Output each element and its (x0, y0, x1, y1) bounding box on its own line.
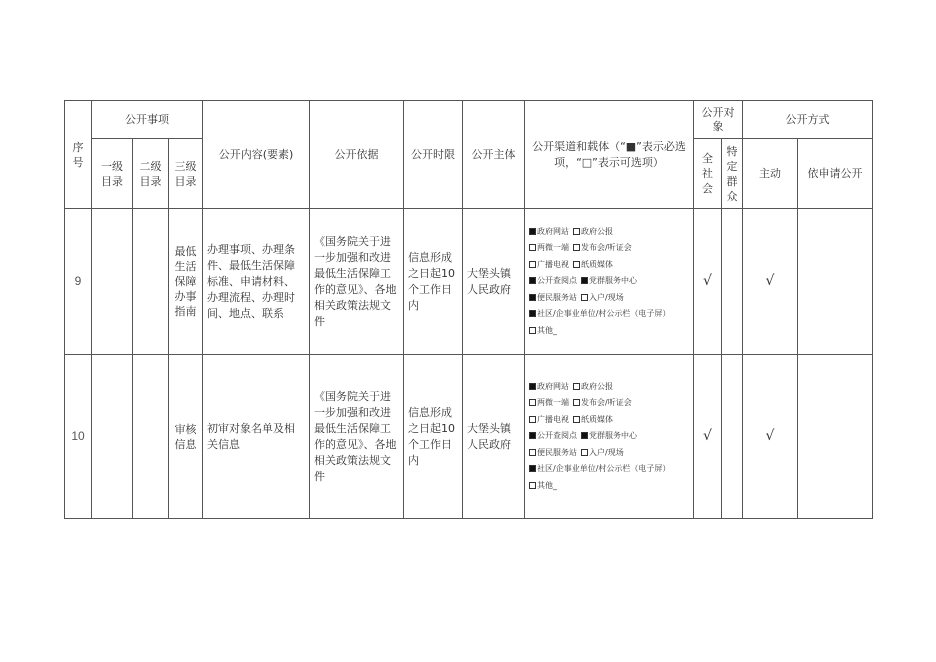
channel-line: 公开查阅点 党群服务中心 (529, 428, 689, 445)
checkbox-checked-icon (529, 383, 536, 390)
channel-line: 两微一端 发布会/听证会 (529, 240, 689, 257)
row-channels (525, 355, 694, 519)
checkbox-checked-icon (581, 432, 588, 439)
row-time-limit: 信息形成之日起10个工作日内 (404, 355, 463, 519)
header-target: 公开对象 (694, 101, 743, 139)
row-seq: 9 (65, 209, 92, 355)
checkbox-checked-icon (581, 277, 588, 284)
checkbox-checked-icon (529, 277, 536, 284)
channel-list (525, 379, 693, 495)
checkbox-empty-icon (573, 261, 580, 268)
row-all-society: √ (694, 355, 722, 519)
checkbox-empty-icon (573, 244, 580, 251)
row-level1 (92, 355, 133, 519)
row-basis: 《国务院关于进一步加强和改进最低生活保障工作的意见》、各地相关政策法规文件 (310, 355, 404, 519)
row-specific (722, 355, 743, 519)
row-content: 办理事项、办理条件、最低生活保障标准、申请材料、办理流程、办理时间、地点、联系 (203, 209, 310, 355)
channel-line: 社区/企事业单位/村公示栏（电子屏） (529, 461, 689, 478)
checkbox-empty-icon (529, 449, 536, 456)
channel-line: 其他_ (529, 323, 689, 340)
row-level2 (133, 355, 169, 519)
row-content: 初审对象名单及相关信息 (203, 355, 310, 519)
header-method: 公开方式 (743, 101, 873, 139)
checkbox-empty-icon (573, 228, 580, 235)
checkbox-checked-icon (529, 294, 536, 301)
row-channels (525, 209, 694, 355)
row-seq: 10 (65, 355, 92, 519)
row-basis: 《国务院关于进一步加强和改进最低生活保障工作的意见》、各地相关政策法规文件 (310, 209, 404, 355)
row-specific (722, 209, 743, 355)
channel-line: 广播电视 纸质媒体 (529, 412, 689, 429)
row-on-request (798, 209, 873, 355)
channel-line: 其他_ (529, 478, 689, 495)
disclosure-table (64, 100, 873, 519)
row-on-request (798, 355, 873, 519)
row-time-limit: 信息形成之日起10个工作日内 (404, 209, 463, 355)
header-content: 公开内容(要素) (203, 101, 310, 209)
row-level3: 最低生活保障办事指南 (169, 209, 203, 355)
header-specific: 特定群众 (722, 139, 743, 209)
checkbox-empty-icon (529, 244, 536, 251)
header-time-limit: 公开时限 (404, 101, 463, 209)
header-basis: 公开依据 (310, 101, 404, 209)
row-active: √ (743, 209, 798, 355)
row-subject: 大堡头镇人民政府 (463, 209, 525, 355)
channel-line: 便民服务站 入户/现场 (529, 445, 689, 462)
table-row (65, 355, 873, 519)
channel-line: 广播电视 纸质媒体 (529, 257, 689, 274)
row-all-society: √ (694, 209, 722, 355)
header-active: 主动 (743, 139, 798, 209)
channel-list (525, 224, 693, 340)
checkbox-empty-icon (573, 399, 580, 406)
checkbox-checked-icon (529, 310, 536, 317)
checkbox-checked-icon (529, 228, 536, 235)
table-row (65, 209, 873, 355)
checkbox-empty-icon (529, 482, 536, 489)
checkbox-empty-icon (573, 383, 580, 390)
header-all-society: 全社会 (694, 139, 722, 209)
header-level3: 三级目录 (169, 139, 203, 209)
header-seq: 序号 (65, 101, 92, 209)
checkbox-empty-icon (529, 261, 536, 268)
channel-line: 公开查阅点 党群服务中心 (529, 273, 689, 290)
checkbox-checked-icon (529, 465, 536, 472)
checkbox-empty-icon (529, 327, 536, 334)
row-level1 (92, 209, 133, 355)
checkbox-empty-icon (529, 399, 536, 406)
row-level2 (133, 209, 169, 355)
channel-line: 政府网站 政府公报 (529, 224, 689, 241)
channel-line: 两微一端 发布会/听证会 (529, 395, 689, 412)
checkbox-empty-icon (573, 416, 580, 423)
header-level1: 一级目录 (92, 139, 133, 209)
header-channel: 公开渠道和载体（“■”表示必选项，“□”表示可选项） (525, 101, 694, 209)
header-row-1 (65, 101, 873, 139)
channel-line: 社区/企事业单位/村公示栏（电子屏） (529, 306, 689, 323)
channel-line: 政府网站 政府公报 (529, 379, 689, 396)
header-level2: 二级目录 (133, 139, 169, 209)
row-active: √ (743, 355, 798, 519)
header-on-request: 依申请公开 (798, 139, 873, 209)
row-level3: 审核信息 (169, 355, 203, 519)
header-subject: 公开主体 (463, 101, 525, 209)
checkbox-empty-icon (529, 416, 536, 423)
header-items: 公开事项 (92, 101, 203, 139)
checkbox-empty-icon (581, 449, 588, 456)
channel-line: 便民服务站 入户/现场 (529, 290, 689, 307)
checkbox-checked-icon (529, 432, 536, 439)
row-subject: 大堡头镇人民政府 (463, 355, 525, 519)
checkbox-empty-icon (581, 294, 588, 301)
